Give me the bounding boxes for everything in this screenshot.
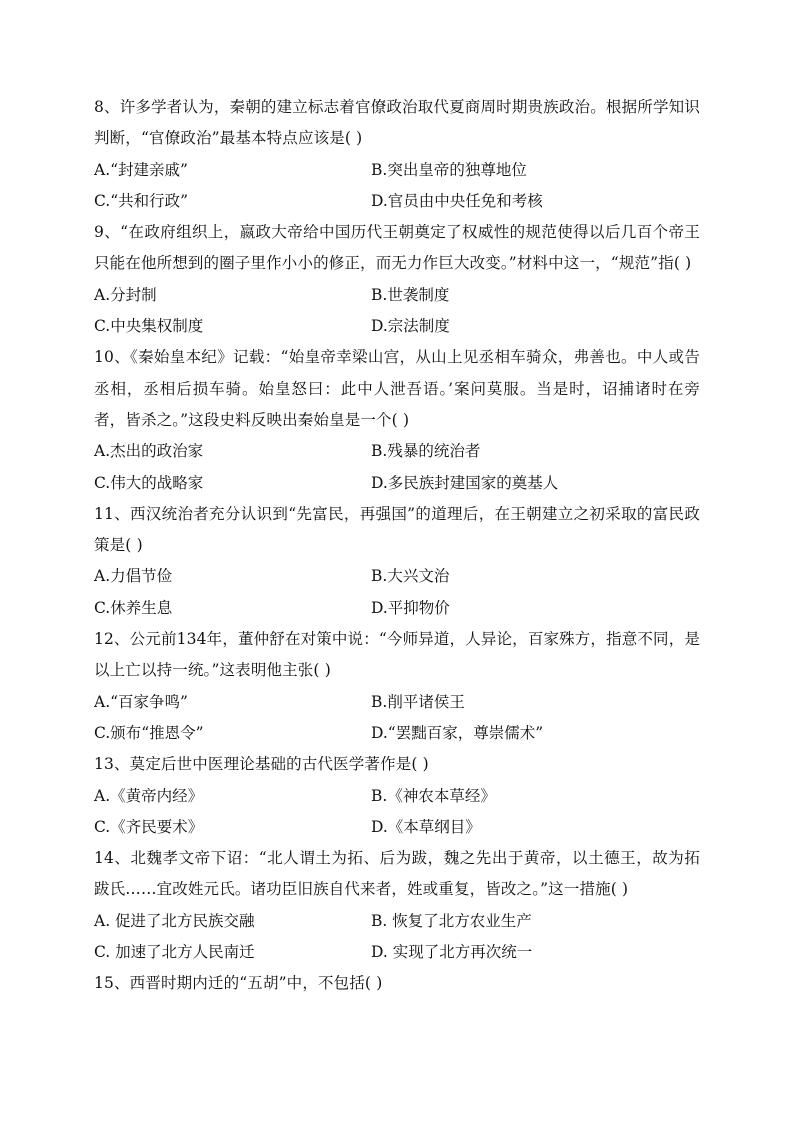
- option-b: B.《神农本草经》: [371, 786, 496, 805]
- option-c: C.“共和行政”: [94, 191, 189, 210]
- question-stem: 12、公元前134年，董仲舒在对策中说：“今师异道，人异论，百家殊方，指意不同，是以上亡以持一统。”这表明他主张( ): [94, 630, 700, 680]
- question-9: [94, 217, 700, 342]
- option-b: B. 恢复了北方农业生产: [371, 911, 532, 930]
- question-stem: 11、西汉统治者充分认识到“先富民，再强国”的道理后，在王朝建立之初采取的富民政策是( ): [94, 504, 700, 555]
- question-13: [94, 749, 700, 843]
- question-8: [94, 92, 700, 217]
- option-c: C. 加速了北方人民南迁: [94, 943, 255, 962]
- option-grid: [94, 781, 700, 844]
- question-10: [94, 342, 700, 498]
- option-b: B.世袭制度: [371, 285, 450, 304]
- option-a: A.分封制: [94, 285, 157, 304]
- question-15: [94, 968, 700, 999]
- option-c: C.《齐民要术》: [94, 817, 204, 836]
- option-d: D.平抑物价: [371, 598, 450, 617]
- option-d: D.官员由中央任免和考核: [371, 191, 543, 210]
- option-a: A.《黄帝内经》: [94, 786, 204, 805]
- question-12: [94, 624, 700, 749]
- question-stem: 10、《秦始皇本纪》记载：“始皇帝幸梁山宫，从山上见丞相车骑众，弗善也。中人或告丞相，丞相后损车骑。始皇怒曰：此中人泄吾语。’案问莫服。当是时，诏捕诸时在旁者，皆杀之。”这段史料反映出秦始皇是一个( ): [94, 348, 700, 429]
- option-d: D.宗法制度: [371, 317, 450, 336]
- option-b: B.残暴的统治者: [371, 442, 481, 461]
- question-stem: 13、莫定后世中医理论基础的古代医学著作是( ): [94, 755, 429, 774]
- option-grid: [94, 155, 700, 218]
- option-a: A.“封建亲戚”: [94, 160, 188, 179]
- option-grid: [94, 436, 700, 499]
- option-b: B.大兴文治: [371, 567, 450, 586]
- option-d: D. 实现了北方再次统一: [371, 943, 533, 962]
- option-grid: [94, 687, 700, 750]
- option-b: B.突出皇帝的独尊地位: [371, 160, 527, 179]
- option-grid: [94, 561, 700, 624]
- question-list: [94, 92, 700, 1000]
- option-c: C.中央集权制度: [94, 317, 204, 336]
- option-c: C.伟大的战略家: [94, 473, 204, 492]
- option-c: C.颁布“推恩令”: [94, 723, 204, 742]
- option-a: A.力倡节俭: [94, 567, 173, 586]
- option-c: C.休养生息: [94, 598, 173, 617]
- question-stem: 8、许多学者认为，秦朝的建立标志着官僚政治取代夏商周时期贵族政治。根据所学知识判断，“官僚政治”最基本特点应该是( ): [94, 98, 700, 148]
- option-d: D.《本草纲目》: [371, 817, 481, 836]
- question-11: [94, 499, 700, 624]
- option-a: A.“百家争鸣”: [94, 692, 188, 711]
- option-b: B.削平诸侯王: [371, 692, 465, 711]
- question-stem: 15、西晋时期内迁的“五胡”中，不包括( ): [94, 974, 383, 993]
- option-grid: [94, 280, 700, 343]
- question-stem: 14、北魏孝文帝下诏：“北人谓土为拓、后为跋，魏之先出于黄帝，以土德王，故为拓跋氏……宜改姓元氏。诸功臣旧族自代来者，姓或重复，皆改之。”这一措施( ): [94, 849, 700, 899]
- option-a: A.杰出的政治家: [94, 442, 204, 461]
- option-a: A. 促进了北方民族交融: [94, 911, 255, 930]
- question-stem: 9、“在政府组织上，嬴政大帝给中国历代王朝奠定了权威性的规范使得以后几百个帝王只能在他所想到的圈子里作小小的修正，而无力作巨大改变。”材料中这一，“规范”指( ): [94, 223, 700, 273]
- option-d: D.多民族封建国家的奠基人: [371, 473, 559, 492]
- option-grid: [94, 906, 700, 969]
- question-14: [94, 843, 700, 968]
- option-d: D.“罢黜百家，尊崇儒术”: [371, 723, 544, 742]
